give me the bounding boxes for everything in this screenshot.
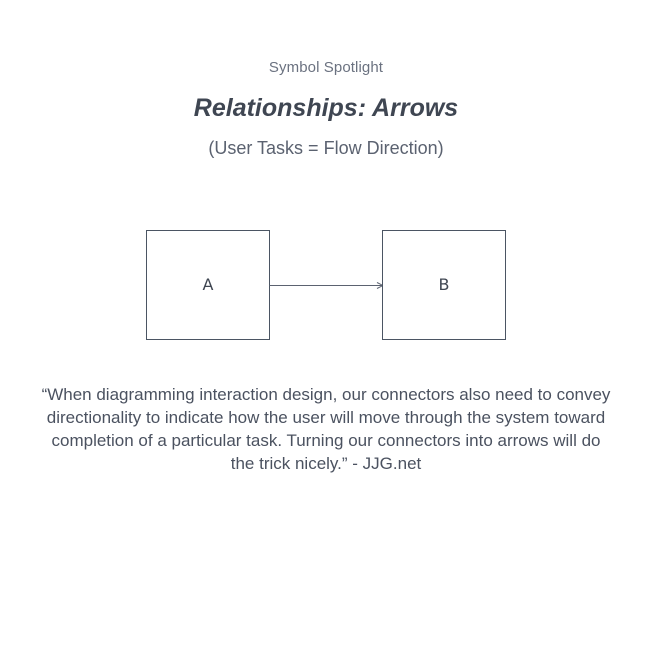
quote-text: “When diagramming interaction design, our connectors also need to convey directionality to indicate how the user will move through the system toward completion of a particular task. Turning our connectors into arrows will do the trick nicely.” - JJG.net <box>41 385 611 473</box>
node-b <box>383 231 506 340</box>
node-a-label: A <box>202 275 214 294</box>
node-a <box>147 231 270 340</box>
page-title: Relationships: Arrows <box>193 94 459 122</box>
eyebrow-label: Symbol Spotlight <box>268 59 384 76</box>
node-b-label: B <box>438 275 450 294</box>
page-subtitle: (User Tasks = Flow Direction) <box>208 138 444 158</box>
